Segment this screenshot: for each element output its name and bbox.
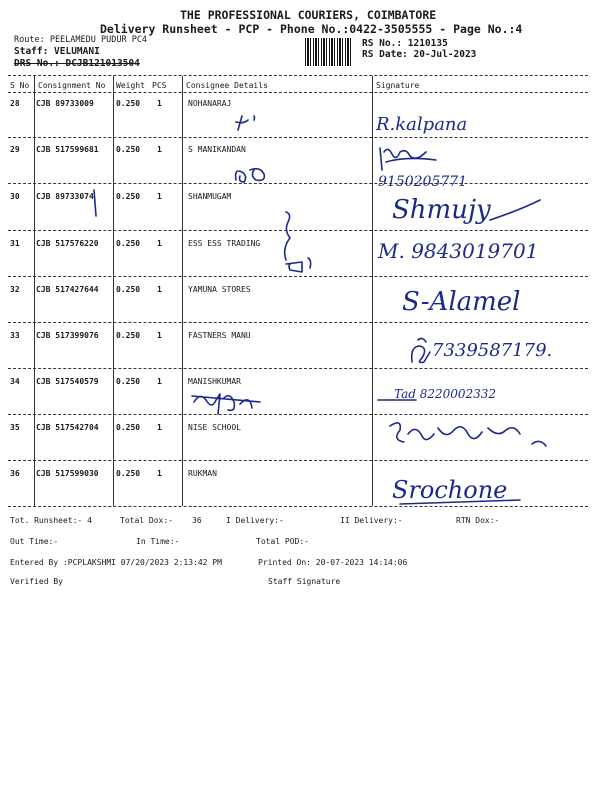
row-consignee: NOHANARAJ <box>188 99 232 108</box>
staff-label: Staff: VELUMANI <box>14 46 100 57</box>
row-consignment: CJB 517542704 <box>36 423 99 432</box>
verified-by: Verified By <box>10 577 63 586</box>
row-consignment: CJB 517599681 <box>36 145 99 154</box>
row-consignee: YAMUNA STORES <box>188 285 251 294</box>
row-consignee: RUKMAN <box>188 469 217 478</box>
row-sno: 34 <box>10 377 20 386</box>
row-consignment: CJB 89733009 <box>36 99 94 108</box>
col-weight: Weight <box>116 81 145 90</box>
row-weight: 0.250 <box>116 145 141 154</box>
signature <box>376 232 556 278</box>
signature <box>382 416 562 460</box>
row-sno: 33 <box>10 331 20 340</box>
row-consignee: NISE SCHOOL <box>188 423 241 432</box>
table-header-rule <box>8 92 588 93</box>
row-sno: 31 <box>10 239 20 248</box>
row-rule <box>8 368 588 369</box>
row-pcs: 1 <box>157 192 162 201</box>
row-pcs: 1 <box>157 331 162 340</box>
row-rule <box>8 276 588 277</box>
signature <box>374 108 484 140</box>
col-divider <box>113 76 114 506</box>
row-rule <box>8 137 588 138</box>
pen-stroke <box>88 188 102 218</box>
row-weight: 0.250 <box>116 99 141 108</box>
signature <box>400 282 540 322</box>
row-sno: 29 <box>10 145 20 154</box>
col-signature: Signature <box>376 81 420 90</box>
table-top-rule <box>8 75 588 76</box>
rs-number: RS No.: 1210135 <box>362 38 448 49</box>
handwritten-mark <box>230 112 270 137</box>
in-time: In Time:- <box>136 537 180 546</box>
row-sno: 32 <box>10 285 20 294</box>
signature-text: R.kalpana <box>376 114 468 135</box>
row-weight: 0.250 <box>116 331 141 340</box>
signature-text: Srochone <box>392 476 508 504</box>
row-sno: 30 <box>10 192 20 201</box>
signature-text: Shmujy <box>392 195 491 225</box>
handwritten-mark <box>190 388 270 420</box>
row-weight: 0.250 <box>116 469 141 478</box>
row-pcs: 1 <box>157 469 162 478</box>
entered-by: Entered By :PCPLAKSHMI 07/20/2023 2:13:42 PM <box>10 558 222 567</box>
row-rule <box>8 183 588 184</box>
table-bottom-rule <box>8 506 588 507</box>
signature-text: M. 9843019701 <box>378 239 539 263</box>
row-pcs: 1 <box>157 285 162 294</box>
out-time: Out Time:- <box>10 537 59 546</box>
col-pcs: PCS <box>152 81 167 90</box>
ii-delivery: II Delivery:- <box>340 516 403 525</box>
row-pcs: 1 <box>157 239 162 248</box>
total-dox-label: Total Dox:- <box>120 516 173 525</box>
total-pod: Total POD:- <box>256 537 309 546</box>
printed-on: Printed On: 20-07-2023 14:14:06 <box>258 558 408 567</box>
row-consignee: FASTNERS MANU <box>188 331 251 340</box>
col-divider <box>372 76 373 506</box>
i-delivery: I Delivery:- <box>226 516 284 525</box>
signature <box>390 470 540 510</box>
row-consignment: CJB 89733074 <box>36 192 94 201</box>
handwritten-mark <box>232 160 277 184</box>
row-weight: 0.250 <box>116 192 141 201</box>
handwritten-mark <box>272 208 322 273</box>
row-weight: 0.250 <box>116 423 141 432</box>
route-label: Route: PEELAMEDU PUDUR PC4 <box>14 35 148 45</box>
row-sno: 28 <box>10 99 20 108</box>
row-rule <box>8 460 588 461</box>
signature <box>390 190 550 230</box>
row-weight: 0.250 <box>116 239 141 248</box>
drs-number: DRS No.: DCJB121013504 <box>14 58 140 69</box>
col-consignee: Consignee Details <box>186 81 268 90</box>
total-dox-value: 36 <box>192 516 202 525</box>
staff-signature: Staff Signature <box>268 577 341 586</box>
runsheet-title: Delivery Runsheet - PCP - Phone No.:0422-3505555 - Page No.:4 <box>100 22 523 36</box>
phone-handwriting <box>376 166 506 192</box>
row-consignment: CJB 517599030 <box>36 469 99 478</box>
signature-text: Tad 8220002332 <box>394 387 497 401</box>
row-consignment: CJB 517427644 <box>36 285 99 294</box>
handwriting-text: 9150205771 <box>378 174 468 190</box>
signature-text: 7339587179. <box>432 340 553 361</box>
row-rule <box>8 322 588 323</box>
row-consignee: S MANIKANDAN <box>188 145 246 154</box>
row-consignment: CJB 517576220 <box>36 239 99 248</box>
company-name: THE PROFESSIONAL COURIERS, COIMBATORE <box>180 8 437 22</box>
row-weight: 0.250 <box>116 377 141 386</box>
signature <box>376 372 566 408</box>
row-weight: 0.250 <box>116 285 141 294</box>
tot-runsheet: Tot. Runsheet:- 4 <box>10 516 92 525</box>
row-pcs: 1 <box>157 423 162 432</box>
row-pcs: 1 <box>157 377 162 386</box>
row-sno: 36 <box>10 469 20 478</box>
row-consignee: MANISHKUMAR <box>188 377 241 386</box>
col-divider <box>34 76 35 506</box>
rtn-dox: RTN Dox:- <box>456 516 500 525</box>
row-consignee: ESS ESS TRADING <box>188 239 261 248</box>
row-consignment: CJB 517540579 <box>36 377 99 386</box>
row-consignee: SHANMUGAM <box>188 192 232 201</box>
col-consignment: Consignment No <box>38 81 106 90</box>
row-pcs: 1 <box>157 145 162 154</box>
signature-text: S-Alamel <box>402 287 521 317</box>
barcode <box>305 38 353 66</box>
col-sno: S No <box>10 81 30 90</box>
signature <box>408 332 588 368</box>
row-sno: 35 <box>10 423 20 432</box>
row-pcs: 1 <box>157 99 162 108</box>
row-consignment: CJB 517399076 <box>36 331 99 340</box>
row-rule <box>8 414 588 415</box>
col-divider <box>182 76 183 506</box>
rs-date: RS Date: 20-Jul-2023 <box>362 49 477 60</box>
